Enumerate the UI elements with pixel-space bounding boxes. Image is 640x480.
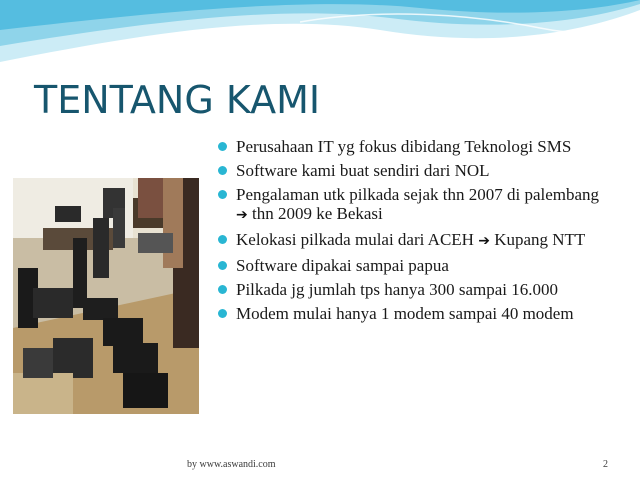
- bullet-dot-icon: [218, 261, 227, 270]
- bullet-text: Perusahaan IT yg fokus dibidang Teknologi SMS: [236, 137, 572, 156]
- bullet-dot-icon: [218, 235, 227, 244]
- bullet-text: Pengalaman utk pilkada sejak thn 2007 di palembang: [236, 185, 600, 204]
- bullet-dot-icon: [218, 142, 227, 151]
- right-arrow-icon: ➔: [236, 207, 248, 223]
- bullet-text: Kupang NTT: [494, 230, 586, 249]
- slide-title: TENTANG KAMI: [34, 78, 321, 122]
- office-photo: [13, 178, 199, 414]
- bullet-text: Software kami buat sendiri dari NOL: [236, 161, 490, 180]
- bullet-item: [216, 161, 626, 180]
- bullet-sub-line: [236, 204, 626, 225]
- bullet-item: [216, 304, 626, 323]
- bullet-text: Modem mulai hanya 1 modem sampai 40 modem: [236, 304, 574, 323]
- bullet-item: [216, 230, 626, 251]
- bullet-list: [216, 137, 626, 328]
- bullet-text: Software dipakai sampai papua: [236, 256, 449, 275]
- bullet-dot-icon: [218, 166, 227, 175]
- footer-credit: by www.aswandi.com: [187, 459, 276, 470]
- bullet-item: [216, 256, 626, 275]
- bullet-item: [216, 137, 626, 156]
- bullet-item: [216, 280, 626, 299]
- page-number: 2: [603, 459, 608, 470]
- right-arrow-icon: ➔: [478, 233, 490, 249]
- bullet-text: Kelokasi pilkada mulai dari ACEH: [236, 230, 474, 249]
- bullet-text: Pilkada jg jumlah tps hanya 300 sampai 16.000: [236, 280, 559, 299]
- bullet-sub-text: thn 2009 ke Bekasi: [251, 204, 383, 223]
- bullet-dot-icon: [218, 285, 227, 294]
- bullet-item: [216, 185, 626, 225]
- header-wave-decoration: [0, 0, 640, 80]
- bullet-dot-icon: [218, 309, 227, 318]
- bullet-dot-icon: [218, 190, 227, 199]
